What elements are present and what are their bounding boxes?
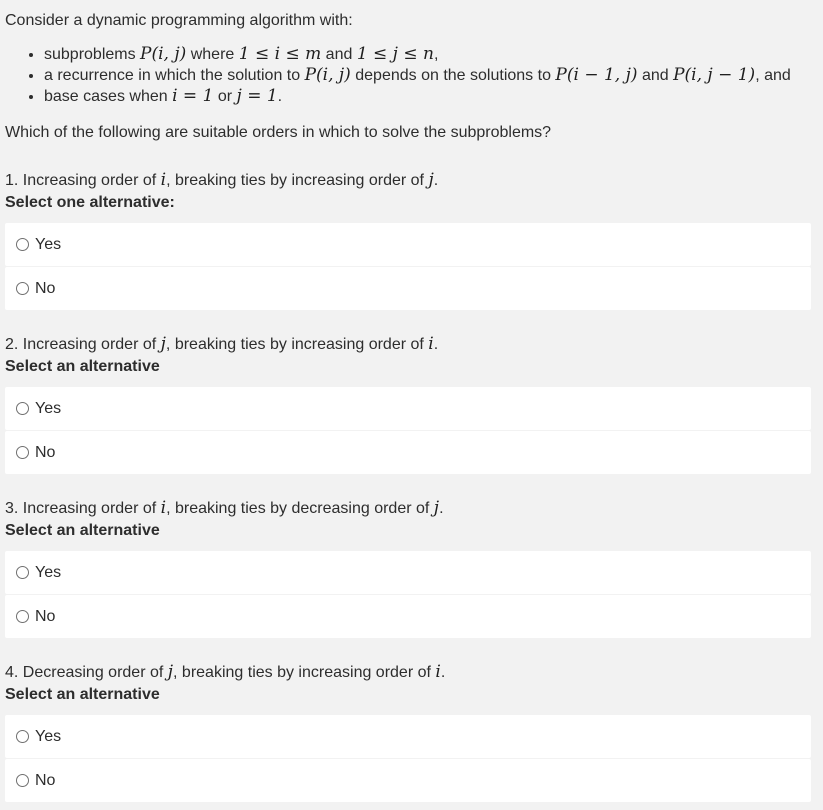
option-label: Yes [35,727,62,745]
question-3-option-yes[interactable] [5,551,811,594]
radio-button[interactable] [16,238,29,251]
question-text-part: 3. Increasing order of [5,500,161,517]
option-label: Yes [35,399,62,417]
question-2-text [5,334,438,355]
math-expression: 1 ≤ j ≤ n [356,44,434,64]
question-prompt: Which of the following are suitable orders in which to solve the subproblems? [5,124,552,141]
math-expression: j [428,170,434,190]
bullet-text: base cases when [44,88,173,105]
option-label: Yes [35,235,62,253]
bullet-text: subproblems [44,46,141,63]
bullet-text: , and [755,67,791,84]
question-text-part: 2. Increasing order of [5,336,161,353]
question-4-text [5,662,445,683]
option-label: No [35,607,56,625]
question-text-part: . [433,336,439,353]
bullet-text: or [213,88,237,105]
radio-button[interactable] [16,402,29,415]
math-expression: i [435,662,441,682]
bullet-text: where [186,46,239,63]
bullet-text: . [277,88,283,105]
question-1-text [5,170,438,191]
bullet-subproblems [44,44,791,65]
conditions-list [24,44,791,107]
question-4-instruction: Select an alternative [5,686,160,703]
radio-button[interactable] [16,566,29,579]
question-text-part: . [439,500,444,517]
math-expression: i [428,334,434,354]
question-4-option-no[interactable] [5,759,811,802]
math-expression: j [433,498,440,518]
math-expression: i [160,498,167,518]
question-text-part: , breaking ties by decreasing order of [166,500,434,517]
math-expression: P(i, j) [140,44,187,64]
bullet-text: and [321,46,357,63]
radio-button[interactable] [16,282,29,295]
bullet-text: depends on the solutions to [350,67,556,84]
math-expression: j [160,334,166,354]
option-label: Yes [35,563,62,581]
math-expression: 1 ≤ i ≤ m [238,44,322,64]
question-3-text [5,498,444,519]
question-text-part: , breaking ties by increasing order of [173,664,436,681]
radio-button[interactable] [16,446,29,459]
question-text-part: , breaking ties by increasing order of [165,336,429,353]
bullet-text: and [637,67,674,84]
option-label: No [35,279,56,297]
question-text-part: , breaking ties by increasing order of [166,172,429,189]
question-4-option-yes[interactable] [5,715,811,758]
math-expression: i = 1 [172,86,214,106]
question-3-instruction: Select an alternative [5,522,160,539]
math-expression: i [160,170,167,190]
math-expression: j [167,662,174,682]
question-1-option-no[interactable] [5,267,811,310]
option-label: No [35,771,56,789]
intro-text: Consider a dynamic programming algorithm with: [5,12,353,29]
question-3-option-no[interactable] [5,595,811,638]
question-1-option-yes[interactable] [5,223,811,266]
bullet-text: , [433,46,439,63]
question-1-instruction: Select one alternative: [5,194,175,211]
math-expression: P(i, j − 1) [673,65,756,85]
bullet-base-cases [44,86,791,107]
math-expression: j = 1 [236,86,278,106]
question-text-part: . [440,664,446,681]
math-expression: P(i − 1, j) [555,65,638,85]
question-text-part: 4. Decreasing order of [5,664,168,681]
question-text-part: 1. Increasing order of [5,172,161,189]
math-expression: P(i, j) [304,65,351,85]
radio-button[interactable] [16,610,29,623]
question-text-part: . [433,172,439,189]
radio-button[interactable] [16,730,29,743]
bullet-recurrence [44,65,791,86]
bullet-text: a recurrence in which the solution to [44,67,305,84]
question-2-option-no[interactable] [5,431,811,474]
option-label: No [35,443,56,461]
question-2-instruction: Select an alternative [5,358,160,375]
radio-button[interactable] [16,774,29,787]
question-2-option-yes[interactable] [5,387,811,430]
